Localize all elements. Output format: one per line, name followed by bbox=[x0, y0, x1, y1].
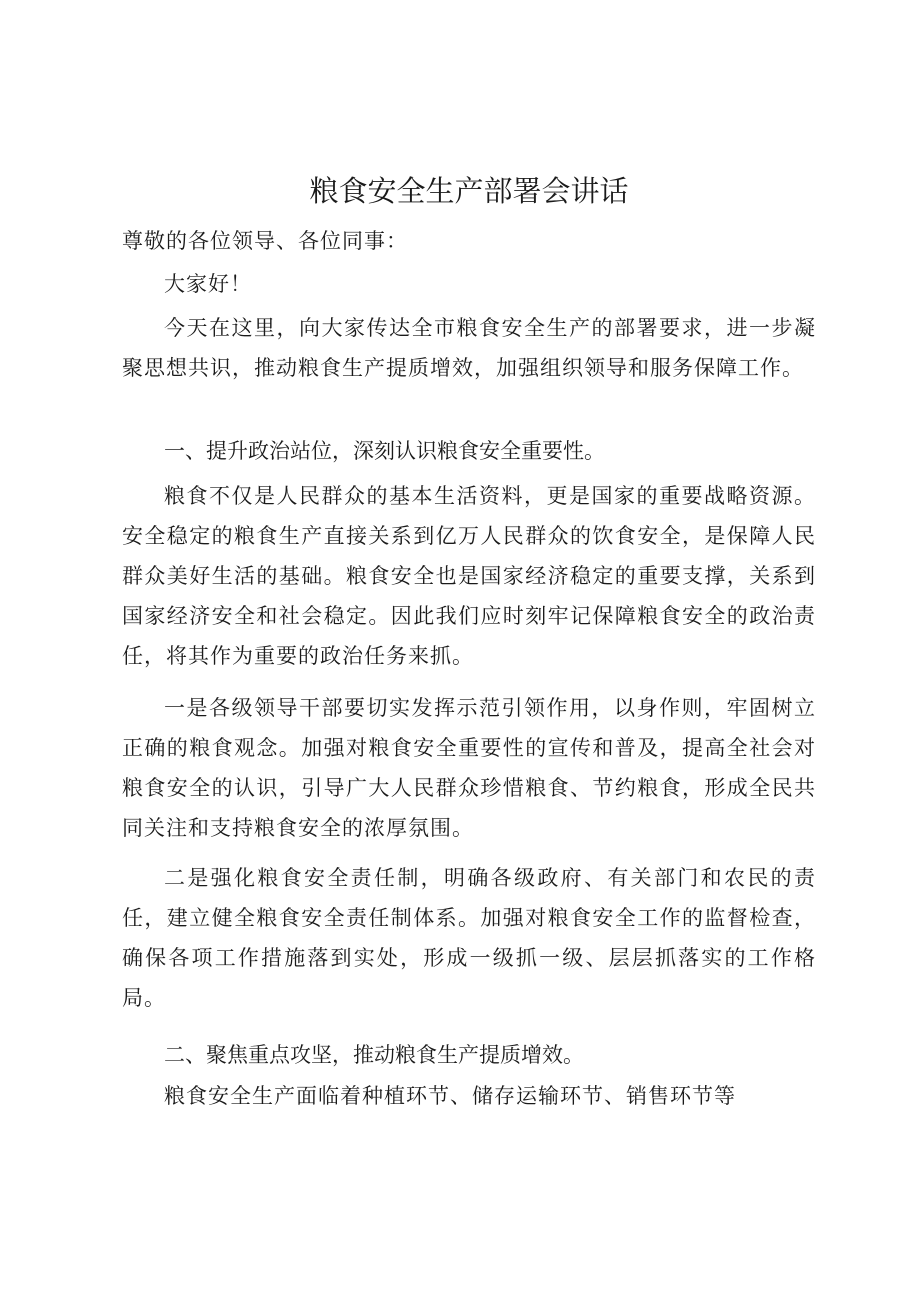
section-1-paragraph-1: 粮食不仅是人民群众的基本生活资料，更是国家的重要战略资源。安全稳定的粮食生产直接关系到亿万人民群众的饮食安全，是保障人民群众美好生活的基础。粮食安全也是国家经济稳定的重要支撑，关系到国家经济安全和社会稳定。因此我们应时刻牢记保障粮食安全的政治责任，将其作为重要的政治任务来抓。 bbox=[122, 484, 816, 668]
intro-paragraph: 今天在这里，向大家传达全市粮食安全生产的部署要求，进一步凝聚思想共识，推动粮食生产提质增效，加强组织领导和服务保障工作。 bbox=[122, 316, 816, 380]
section-1-heading: 一、提升政治站位，深刻认识粮食安全重要性。 bbox=[164, 439, 605, 463]
section-1-paragraph-3: 二是强化粮食安全责任制，明确各级政府、有关部门和农民的责任，建立健全粮食安全责任制体系。加强对粮食安全工作的监督检查，确保各项工作措施落到实处，形成一级抓一级、层层抓落实的工作格局。 bbox=[122, 866, 816, 1010]
section-1-paragraph-2: 一是各级领导干部要切实发挥示范引领作用，以身作则，牢固树立正确的粮食观念。加强对粮食安全重要性的宣传和普及，提高全社会对粮食安全的认识，引导广大人民群众珍惜粮食、节约粮食，形成全民共同关注和支持粮食安全的浓厚氛围。 bbox=[122, 696, 816, 840]
section-2-heading: 二、聚焦重点攻坚，推动粮食生产提质增效。 bbox=[164, 1043, 584, 1067]
salutation: 尊敬的各位领导、各位同事： bbox=[122, 229, 408, 253]
document-title: 粮食安全生产部署会讲话 bbox=[309, 174, 629, 208]
greeting: 大家好！ bbox=[164, 272, 252, 296]
section-2-paragraph-1: 粮食安全生产面临着种植环节、储存运输环节、销售环节等 bbox=[164, 1084, 736, 1108]
